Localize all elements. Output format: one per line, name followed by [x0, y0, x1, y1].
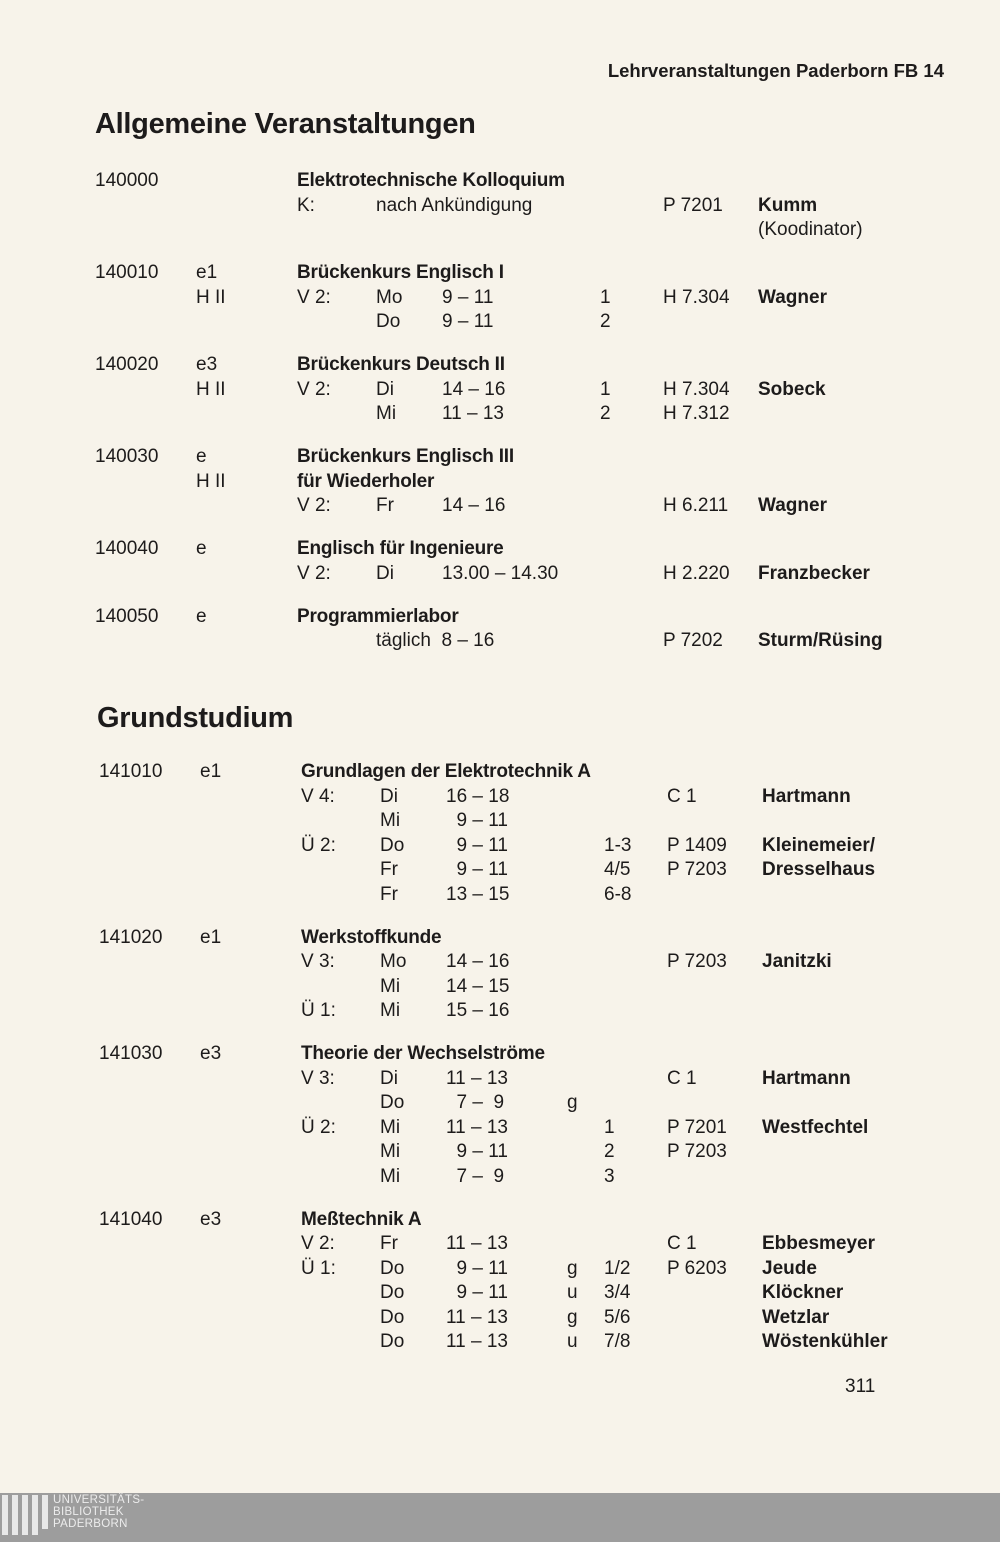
- group-flag: g: [567, 1092, 578, 1113]
- course-line: [99, 1165, 1000, 1190]
- course-type: e1: [200, 761, 222, 782]
- weekday: Do: [376, 311, 401, 332]
- course-entry: [95, 445, 1000, 519]
- course-line: [99, 883, 1000, 908]
- course-type: e1: [196, 262, 218, 283]
- time-slot: 7 – 9: [446, 1165, 505, 1187]
- room: H 6.211: [663, 495, 729, 516]
- room: C 1: [667, 1233, 697, 1254]
- session-type: V 3:: [301, 951, 335, 972]
- weekday: Do: [380, 1282, 405, 1303]
- course-line: [95, 562, 1000, 587]
- room: P 7203: [667, 1141, 727, 1162]
- course-number: 140030: [95, 446, 159, 467]
- course-entry: [99, 926, 1000, 1024]
- time-slot: 13 – 15: [446, 883, 510, 905]
- weekday: nach Ankündigung: [376, 194, 533, 216]
- session-type: Ü 2:: [301, 834, 336, 856]
- course-type: H II: [196, 286, 226, 308]
- course-line: [99, 1281, 1000, 1306]
- course-line: [99, 950, 1000, 975]
- course-line: [99, 858, 1000, 883]
- course-number: 140020: [95, 354, 159, 375]
- course-entry: [95, 605, 1000, 654]
- group-number: 2: [604, 1141, 615, 1162]
- course-line: [99, 785, 1000, 810]
- group-number: 7/8: [604, 1331, 631, 1352]
- time-slot: 11 – 13: [446, 1331, 508, 1352]
- weekday: Mi: [380, 1116, 401, 1138]
- course-title: Grundlagen der Elektrotechnik A: [301, 761, 591, 782]
- time-slot: 7 – 9: [446, 1092, 505, 1113]
- session-type: Ü 1:: [301, 1000, 336, 1021]
- weekday: Mi: [380, 810, 401, 831]
- weekday: Do: [380, 1092, 405, 1113]
- room: C 1: [667, 1067, 697, 1089]
- course-type: e1: [200, 926, 222, 948]
- weekday: Fr: [380, 1233, 398, 1254]
- course-line: [95, 537, 1000, 562]
- room: P 6203: [667, 1257, 727, 1279]
- weekday: Fr: [380, 883, 398, 905]
- section-title-allgemeine: Allgemeine Veranstaltungen: [95, 108, 476, 140]
- time-slot: 11 – 13: [446, 1306, 508, 1328]
- course-line: [99, 760, 1000, 785]
- weekday: Fr: [376, 495, 394, 516]
- course-line: [95, 629, 1000, 654]
- group-flag: g: [567, 1306, 578, 1328]
- session-type: V 4:: [301, 785, 335, 807]
- group-number: 5/6: [604, 1306, 631, 1328]
- course-line: [99, 1067, 1000, 1092]
- course-line: [95, 445, 1000, 470]
- time-slot: 14 – 16: [442, 378, 506, 400]
- weekday: Fr: [380, 859, 398, 880]
- course-line: [99, 834, 1000, 859]
- weekday: Mi: [380, 1141, 401, 1162]
- time-slot: 9 – 11: [442, 311, 494, 332]
- lecturer: Ebbesmeyer: [762, 1233, 876, 1254]
- lecturer: Kumm: [758, 194, 818, 216]
- session-type: V 2:: [297, 562, 331, 584]
- course-title: Programmierlabor: [297, 605, 459, 627]
- room: H 7.304: [663, 286, 730, 308]
- course-type: e: [196, 538, 207, 559]
- course-line: [95, 605, 1000, 630]
- course-number: 140040: [95, 538, 159, 559]
- time-slot: 14 – 15: [446, 975, 510, 997]
- time-slot: 9 – 11: [446, 1257, 508, 1279]
- weekday: Di: [376, 378, 394, 400]
- course-type: e3: [200, 1208, 222, 1230]
- session-type: V 2:: [297, 378, 331, 400]
- course-entry: [95, 353, 1000, 427]
- room: P 7203: [667, 859, 727, 880]
- logo-line: BIBLIOTHEK: [53, 1506, 124, 1518]
- section-title-grundstudium: Grundstudium: [97, 702, 294, 734]
- course-line: [99, 1091, 1000, 1116]
- logo-line: UNIVERSITÄTS-: [53, 1494, 145, 1506]
- lecturer: Kleinemeier/: [762, 834, 875, 856]
- library-logo-icon: [2, 1493, 48, 1542]
- room: H 2.220: [663, 562, 730, 584]
- session-type: Ü 2:: [301, 1116, 336, 1138]
- group-number: 1-3: [604, 834, 632, 856]
- running-header: Lehrveranstaltungen Paderborn FB 14: [607, 60, 944, 81]
- course-type: H II: [196, 378, 226, 400]
- lecturer: Sobeck: [758, 378, 826, 400]
- weekday: täglich 8 – 16: [376, 630, 495, 651]
- course-entry: [95, 261, 1000, 335]
- weekday: Di: [380, 1067, 398, 1089]
- group-flag: g: [567, 1257, 578, 1279]
- course-title: Brückenkurs Englisch III: [297, 446, 514, 467]
- time-slot: 11 – 13: [446, 1116, 508, 1138]
- course-entry: [95, 537, 1000, 586]
- course-number: 141010: [99, 761, 163, 782]
- group-number: 2: [600, 311, 611, 332]
- page-number: 311: [845, 1376, 876, 1397]
- room: P 7201: [667, 1116, 727, 1138]
- weekday: Mi: [376, 403, 397, 424]
- course-entry: [99, 760, 1000, 907]
- course-number: 141020: [99, 926, 163, 948]
- course-line: [95, 194, 1000, 219]
- group-flag: u: [567, 1331, 578, 1352]
- time-slot: 16 – 18: [446, 785, 510, 807]
- weekday: Do: [380, 1306, 405, 1328]
- course-line: [99, 1232, 1000, 1257]
- course-line: [95, 261, 1000, 286]
- course-number: 140010: [95, 262, 159, 283]
- lecturer: Wöstenkühler: [762, 1331, 888, 1352]
- group-number: 3/4: [604, 1282, 631, 1303]
- room: C 1: [667, 785, 697, 807]
- room: H 7.312: [663, 403, 730, 424]
- course-title: für Wiederholer: [297, 470, 435, 492]
- session-type: V 2:: [297, 495, 331, 516]
- time-slot: 9 – 11: [446, 810, 508, 831]
- course-type: e: [196, 446, 207, 467]
- course-line: [99, 1140, 1000, 1165]
- lecturer: Hartmann: [762, 1067, 851, 1089]
- session-type: V 2:: [297, 286, 331, 308]
- room: P 7203: [667, 951, 727, 972]
- time-slot: 14 – 16: [442, 495, 506, 516]
- course-line: [95, 378, 1000, 403]
- course-list-grundstudium: [99, 760, 1000, 1373]
- time-slot: 9 – 11: [442, 286, 494, 308]
- course-line: [95, 169, 1000, 194]
- time-slot: 9 – 11: [446, 1141, 508, 1162]
- course-line: [99, 1116, 1000, 1141]
- room: P 7202: [663, 630, 723, 651]
- course-entry: [99, 1208, 1000, 1355]
- time-slot: 9 – 11: [446, 859, 508, 880]
- course-title: Meßtechnik A: [301, 1208, 422, 1230]
- weekday: Mi: [380, 975, 401, 997]
- group-number: 1/2: [604, 1257, 631, 1279]
- session-type: V 3:: [301, 1067, 335, 1089]
- group-number: 6-8: [604, 883, 632, 905]
- lecturer: Wagner: [758, 495, 827, 516]
- course-line: [99, 809, 1000, 834]
- lecturer: Hartmann: [762, 785, 851, 807]
- weekday: Di: [376, 562, 394, 584]
- room: P 7201: [663, 194, 723, 216]
- course-line: [99, 1042, 1000, 1067]
- lecturer: Wagner: [758, 286, 827, 308]
- course-entry: [99, 1042, 1000, 1189]
- group-flag: u: [567, 1282, 578, 1303]
- time-slot: 9 – 11: [446, 834, 508, 856]
- library-footer: [0, 1493, 1000, 1542]
- course-line: [99, 1306, 1000, 1331]
- room: H 7.304: [663, 378, 730, 400]
- course-number: 141030: [99, 1043, 163, 1064]
- time-slot: 11 – 13: [446, 1233, 508, 1254]
- weekday: Do: [380, 834, 405, 856]
- time-slot: 11 – 13: [446, 1067, 508, 1089]
- course-line: [95, 402, 1000, 427]
- logo-line: PADERBORN: [53, 1518, 128, 1530]
- course-number: 140000: [95, 170, 159, 191]
- group-number: 1: [600, 378, 611, 400]
- course-line: [95, 494, 1000, 519]
- course-type: H II: [196, 470, 226, 492]
- group-number: 1: [600, 286, 611, 308]
- course-line: [99, 1330, 1000, 1355]
- course-title: Elektrotechnische Kolloquium: [297, 170, 565, 191]
- course-line: [99, 999, 1000, 1024]
- weekday: Do: [380, 1257, 405, 1279]
- group-number: 3: [604, 1165, 615, 1187]
- lecturer: Sturm/Rüsing: [758, 630, 883, 651]
- time-slot: 14 – 16: [446, 951, 510, 972]
- lecturer: Wetzlar: [762, 1306, 830, 1328]
- course-line: [99, 1257, 1000, 1282]
- session-type: K:: [297, 194, 315, 216]
- lecturer: Franzbecker: [758, 562, 870, 584]
- weekday: Mi: [380, 1165, 401, 1187]
- session-type: V 2:: [301, 1233, 335, 1254]
- course-list-allgemeine: [95, 169, 1000, 672]
- course-title: Theorie der Wechselströme: [301, 1043, 545, 1064]
- course-title: Brückenkurs Deutsch II: [297, 354, 505, 375]
- course-number: 141040: [99, 1208, 163, 1230]
- room: P 1409: [667, 834, 727, 856]
- library-logo-text: [53, 1494, 144, 1530]
- group-number: 4/5: [604, 859, 631, 880]
- weekday: Di: [380, 785, 398, 807]
- weekday: Do: [380, 1331, 405, 1352]
- lecturer: Janitzki: [762, 951, 832, 972]
- lecturer: Dresselhaus: [762, 859, 876, 880]
- session-type: Ü 1:: [301, 1257, 336, 1279]
- course-number: 140050: [95, 605, 159, 627]
- weekday: Mo: [380, 951, 407, 972]
- lecturer: Klöckner: [762, 1282, 844, 1303]
- course-title: Werkstoffkunde: [301, 926, 442, 948]
- time-slot: 11 – 13: [442, 403, 504, 424]
- course-line: [95, 470, 1000, 495]
- course-line: [99, 1208, 1000, 1233]
- course-line: [95, 310, 1000, 335]
- group-number: 2: [600, 403, 611, 424]
- course-line: [95, 286, 1000, 311]
- lecturer: Westfechtel: [762, 1116, 869, 1138]
- course-line: [95, 353, 1000, 378]
- course-type: e: [196, 605, 207, 627]
- course-type: e3: [200, 1043, 222, 1064]
- course-title: Englisch für Ingenieure: [297, 538, 504, 559]
- course-type: e3: [196, 354, 218, 375]
- course-entry: [95, 169, 1000, 243]
- course-line: [99, 975, 1000, 1000]
- lecturer-note: (Koodinator): [758, 219, 863, 240]
- lecturer: Jeude: [762, 1257, 817, 1279]
- weekday: Mo: [376, 286, 403, 308]
- course-title: Brückenkurs Englisch I: [297, 262, 504, 283]
- weekday: Mi: [380, 1000, 401, 1021]
- course-line: [99, 926, 1000, 951]
- course-line: [95, 218, 1000, 243]
- time-slot: 9 – 11: [446, 1282, 508, 1303]
- group-number: 1: [604, 1116, 615, 1138]
- time-slot: 13.00 – 14.30: [442, 562, 559, 584]
- time-slot: 15 – 16: [446, 1000, 510, 1021]
